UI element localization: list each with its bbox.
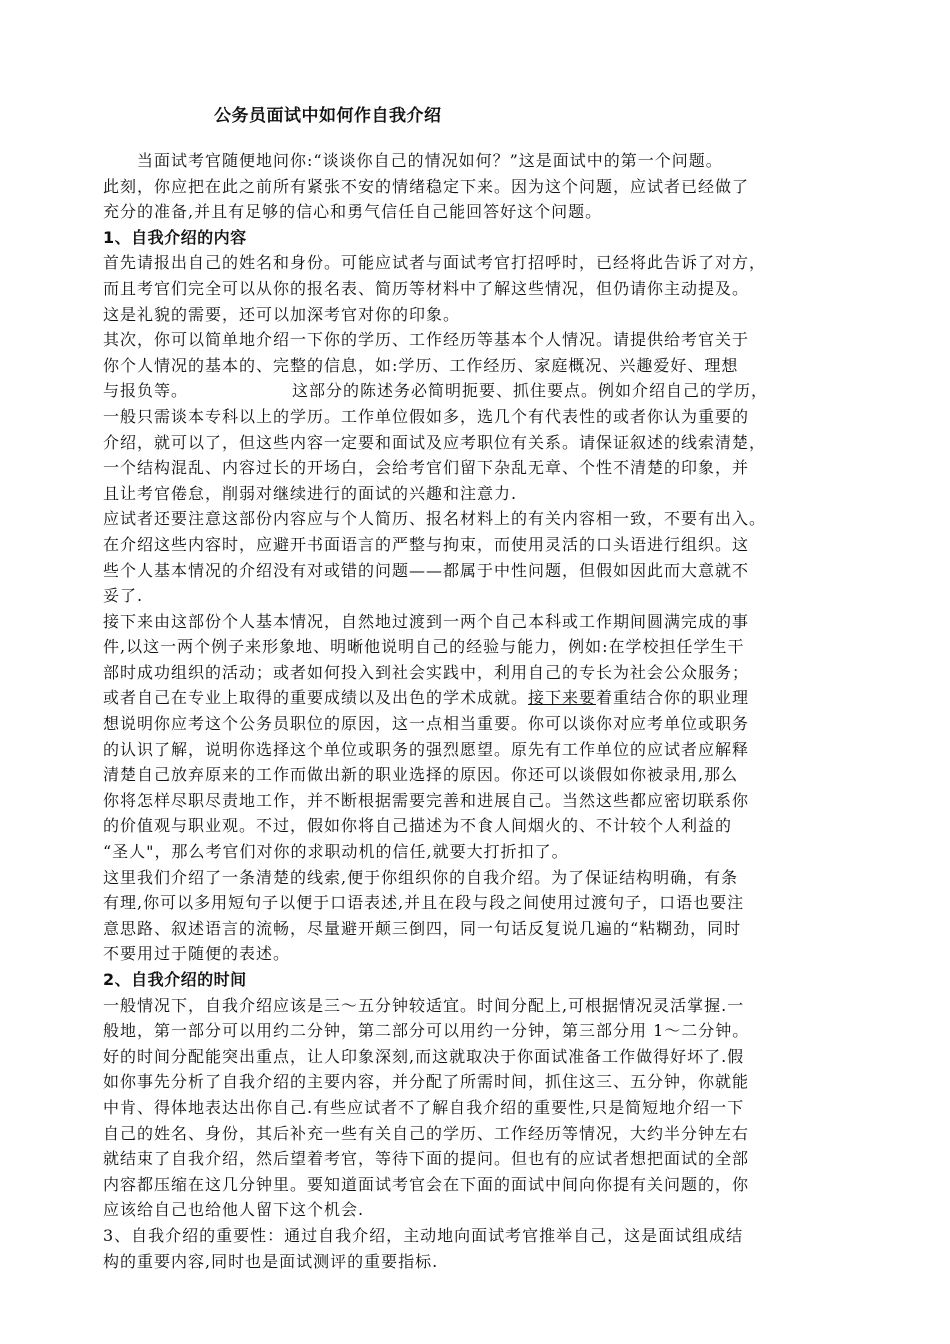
section-heading-content: 1、自我介绍的内容 — [103, 227, 247, 247]
paragraph-line: 妥了. — [103, 586, 144, 606]
paragraph-line: 一个结构混乱、内容过长的开场白，会给考官们留下杂乱无章、个性不清楚的印象，并 — [103, 458, 750, 478]
paragraph-line: 这里我们介绍了一条清楚的线索,便于你组织你的自我介绍。为了保证结构明确，有条 — [103, 867, 739, 887]
paragraph-line: 充分的准备,并且有足够的信心和勇气信任自己能回答好这个问题。 — [103, 202, 603, 222]
paragraph-line: 自己的姓名、身份，其后补充一些有关自己的学历、工作经历等情况，大约半分钟左右 — [103, 1123, 750, 1143]
paragraph-line: 应试者还要注意这部份内容应与个人简历、报名材料上的有关内容相一致，不要有出入。 — [103, 509, 767, 529]
paragraph-line: 清楚自己放弃原来的工作而做出新的职业选择的原因。你还可以谈假如你被录用,那么 — [103, 765, 739, 785]
paragraph-line: 当面试考官随便地问你:“谈谈你自己的情况如何？”这是面试中的第一个问题。 — [137, 151, 723, 170]
paragraph-line — [103, 685, 843, 711]
paragraph-line: 此刻，你应把在此之前所有紧张不安的情绪稳定下来。因为这个问题，应试者已经做了 — [103, 176, 750, 196]
section-heading-time: 2、自我介绍的时间 — [103, 970, 247, 989]
paragraph-line: 不要用过于随便的表述。 — [103, 944, 291, 964]
paragraph-line: 你个人情况的基本的、完整的信息，如:学历、工作经历、家庭概况、兴趣爱好、理想 — [103, 355, 739, 375]
paragraph-line: 有理,你可以多用短句子以便于口语表述,并且在段与段之间使用过渡句子，口语也要注 — [103, 893, 745, 913]
paragraph-line: 应该给自己也给他人留下这个机会. — [103, 1200, 365, 1220]
paragraph-line: 件,以这一两个例子来形象地、明晰他说明自己的经验与能力，例如:在学校担任学生干 — [103, 637, 745, 657]
paragraph-line: 想说明你应考这个公务员职位的原因，这一点相当重要。你可以谈你对应考单位或职务 — [103, 714, 750, 734]
section-heading-importance: 3、自我介绍的重要性：通过自我介绍，主动地向面试考官推举自己，这是面试组成结 — [103, 1225, 744, 1245]
paragraph-line: 构的重要内容,同时也是面试测评的重要指标. — [103, 1251, 439, 1271]
paragraph-line: 好的时间分配能突出重点，让人印象深刻,而这就取决于你面试准备工作做得好坏了.假 — [103, 1046, 745, 1066]
paragraph-line: 的认识了解，说明你选择这个单位或职务的强烈愿望。原先有工作单位的应试者应解释 — [103, 739, 750, 759]
paragraph-line: 中肯、得体地表达出你自己.有些应试者不了解自我介绍的重要性,只是简短地介绍一下 — [103, 1097, 745, 1117]
paragraph-line: 的价值观与职业观。不过，假如你将自己描述为不食人间烟火的、不计较个人利益的 — [103, 816, 733, 836]
paragraph-line: 且让考官倦怠，削弱对继续进行的面试的兴趣和注意力. — [103, 483, 518, 503]
paragraph-line: 一般只需谈本专科以上的学历。工作单位假如多，选几个有代表性的或者你认为重要的 — [103, 406, 750, 426]
paragraph-line: 这是礼貌的需要，还可以加深考官对你的印象。 — [103, 304, 461, 324]
line-segment: 或者自己在专业上取得的重要成绩以及出色的学术成就。 — [103, 688, 529, 708]
line-segment: 这部分的陈述务必简明扼要、抓住要点。例如介绍自己的学历， — [292, 381, 769, 401]
paragraph-line — [103, 378, 843, 404]
paragraph-line: 般地，第一部分可以用约二分钟，第二部分可以用约一分钟，第三部分用 1～二分钟。 — [103, 1021, 750, 1041]
paragraph-line: 接下来由这部份个人基本情况，自然地过渡到一两个自己本科或工作期间圆满完成的事 — [103, 611, 750, 631]
paragraph-line: 而且考官们完全可以从你的报名表、简历等材料中了解这些情况，但仍请你主动提及。 — [103, 278, 750, 298]
paragraph-line: 部时成功组织的活动；或者如何投入到社会实践中，利用自己的专长为社会公众服务； — [103, 662, 750, 682]
paragraph-line: 其次，你可以简单地介绍一下你的学历、工作经历等基本个人情况。请提供给考官关于 — [103, 330, 750, 350]
line-segment: 与报负等。 — [103, 381, 189, 401]
document-body — [103, 148, 843, 1274]
paragraph-line: 介绍，就可以了，但这些内容一定要和面试及应考职位有关系。请保证叙述的线索清楚， — [103, 432, 767, 452]
paragraph-line: 在介绍这些内容时，应避开书面语言的严整与拘束，而使用灵活的口头语进行组织。这 — [103, 534, 750, 554]
paragraph-line: 些个人基本情况的介绍没有对或错的问题——都属于中性问题，但假如因此而大意就不 — [103, 560, 750, 580]
document-title: 公务员面试中如何作自我介绍 — [214, 106, 442, 126]
paragraph-line: “圣人"，那么考官们对你的求职动机的信任,就要大打折扣了。 — [103, 842, 569, 862]
paragraph-line: 内容都压缩在这几分钟里。要知道面试考官会在下面的面试中间向你提有关问题的，你 — [103, 1174, 750, 1194]
paragraph-line: 意思路、叙述语言的流畅，尽量避开颠三倒四，同一句话反复说几遍的“粘糊劲，同时 — [103, 918, 742, 938]
paragraph-line: 你将怎样尽职尽责地工作，并不断根据需要完善和进展自己。当然这些都应密切联系你 — [103, 790, 750, 810]
paragraph-line: 就结束了自我介绍，然后望着考官，等待下面的提问。但也有的应试者想把面试的全部 — [103, 1149, 750, 1169]
paragraph-line: 首先请报出自己的姓名和身份。可能应试者与面试考官打招呼时，已经将此告诉了对方， — [103, 253, 767, 273]
underlined-phrase: 接下来要 — [528, 688, 597, 708]
line-segment: 着重结合你的职业理 — [596, 688, 750, 708]
paragraph-line: 如你事先分析了自我介绍的主要内容，并分配了所需时间，抓住这三、五分钟，你就能 — [103, 1072, 750, 1092]
paragraph-line: 一般情况下，自我介绍应该是三～五分钟较适宜。时间分配上,可根据情况灵活掌握.一 — [103, 995, 745, 1015]
